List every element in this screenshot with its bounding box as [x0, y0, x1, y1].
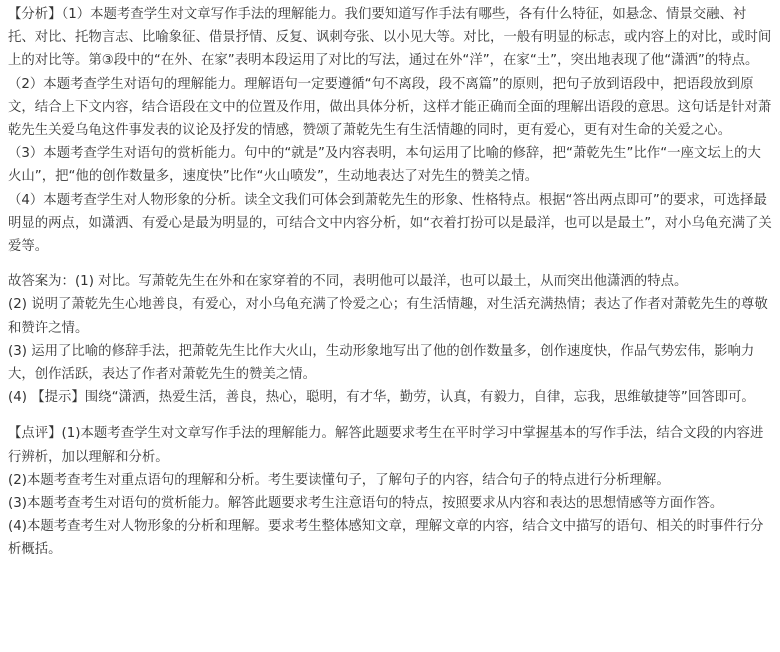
- comment-item-3: (3)本题考查考生对语句的赏析能力。解答此题要求考生注意语句的特点，按照要求从内容和表达的思想情感等方面作答。: [8, 496, 724, 512]
- answer-section: [8, 270, 772, 409]
- answer-item-1: 故答案为：(1) 对比。写萧乾先生在外和在家穿着的不同，表明他可以最洋，也可以最土，从而突出他潇洒的特点。: [8, 274, 688, 290]
- comment-section: [8, 422, 772, 561]
- solution-content: [8, 3, 772, 562]
- section-spacer: [8, 409, 772, 422]
- section-spacer: [8, 258, 772, 270]
- answer-item-3: (3) 运用了比喻的修辞手法，把萧乾先生比作大火山，生动形象地写出了他的创作数量多，创作速度快，作品气势宏伟，影响力大，创作活跃，表达了作者对萧乾先生的赞美之情。: [8, 343, 755, 383]
- analysis-paragraph-3: （3）本题考查学生对语句的赏析能力。句中的“就是”及内容表明，本句运用了比喻的修辞，把“萧乾先生”比作“一座文坛上的大火山”，把“他的创作数量多，速度快”比作“火山喷发”，生动地表达了对先生的赞美之情。: [8, 146, 761, 185]
- comment-item-4: (4)本题考查考生对人物形象的分析和理解。要求考生整体感知文章，理解文章的内容，结合文中描写的语句、相关的时事件行分析概括。: [8, 519, 764, 558]
- answer-item-2: (2) 说明了萧乾先生心地善良，有爱心，对小乌龟充满了怜爱之心；有生活情趣，对生活充满热情；表达了作者对萧乾先生的尊敬和赞许之情。: [8, 297, 768, 336]
- analysis-paragraph-4: （4）本题考查学生对人物形象的分析。读全文我们可体会到萧乾先生的形象、性格特点。根据“答出两点即可”的要求，可选择最明显的两点，如潇洒、有爱心是最为明显的，可结合文中内容分析，如“衣着打扮可以是最洋，也可以是最土”，对小乌龟充满了关爱等。: [8, 192, 772, 255]
- comment-item-1: 【点评】(1)本题考查学生对文章写作手法的理解能力。解答此题要求考生在平时学习中掌握基本的写作手法，结合文段的内容进行辨析，加以理解和分析。: [8, 426, 764, 465]
- answer-item-4: (4) 【提示】围绕“潇洒，热爱生活，善良，热心，聪明，有才华，勤劳，认真，有毅力，自律，忘我，思维敏捷等”回答即可。: [8, 390, 755, 406]
- analysis-paragraph-1: 【分析】（1）本题考查学生对文章写作手法的理解能力。我们要知道写作手法有哪些，各有什么特征，如悬念、情景交融、衬托、对比、托物言志、比喻象征、借景抒情、反复、讽刺夸张、以小见大等。对比，一般有明显的标志，或内容上的对比，或时间上的对比等。第③段中的“在外、在家”表明本段运用了对比的写法，通过在外“洋”，在家“土”，突出地表现了他“潇洒”的特点。: [8, 7, 772, 69]
- comment-item-2: (2)本题考查考生对重点语句的理解和分析。考生要读懂句子，了解句子的内容，结合句子的特点进行分析理解。: [8, 472, 670, 488]
- analysis-paragraph-2: （2）本题考查学生对语句的理解能力。理解语句一定要遵循“句不离段，段不离篇”的原则，把句子放到语段中，把语段放到原文，结合上下文内容，结合语段在文中的位置及作用，做出具体分析，这样才能正确而全面的理解出语段的意思。这句话是针对萧乾先生关爱乌龟这件事发表的议论及抒发的情感，赞颂了萧乾先生有生活情趣的同时，更有爱心，更有对生命的关爱之心。: [8, 76, 772, 139]
- analysis-section: [8, 3, 772, 258]
